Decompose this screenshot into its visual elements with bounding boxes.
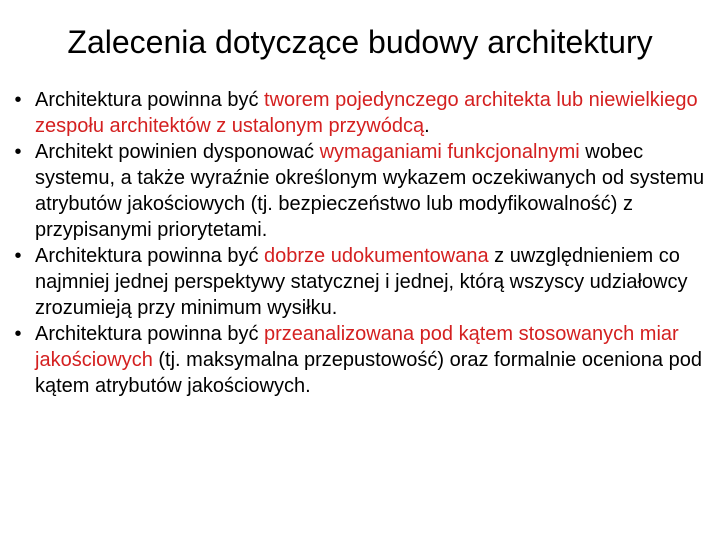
bullet-text: Architektura powinna być — [35, 323, 265, 345]
slide-title: Zalecenia dotyczące budowy architektury — [67, 24, 653, 60]
bullet-highlight: przeanalizowana pod kątem stosowanych miar jakościowych — [35, 323, 679, 371]
bullet-text: Architekt powinien dysponować — [35, 141, 320, 163]
bullet-text-end: . — [424, 115, 430, 137]
bullet-text: Architektura powinna być — [35, 245, 265, 267]
bullet-item — [8, 243, 708, 321]
bullet-item — [8, 139, 708, 243]
bullet-text-end: (tj. maksymalna przepustowość) oraz formalnie oceniona pod kątem atrybutów jakościowych. — [35, 349, 702, 397]
bullet-icon: • — [14, 245, 22, 267]
bullet-icon: • — [14, 89, 22, 111]
bullet-item — [8, 321, 708, 399]
bullet-icon: • — [14, 141, 22, 163]
bullet-icon: • — [14, 323, 22, 345]
bullet-highlight: wymaganiami funkcjonalnymi — [319, 141, 580, 163]
bullet-text-end: z uwzględnieniem co najmniej jednej perspektywy statycznej i jednej, którą wszyscy udziałowcy zrozumieją przy minimum wysiłku. — [35, 245, 688, 319]
bullet-highlight: dobrze udokumentowana — [264, 245, 489, 267]
bullet-highlight: tworem pojedynczego architekta lub niewielkiego zespołu architektów z ustalonym przywódcą — [35, 89, 698, 137]
bullet-text: Architektura powinna być — [35, 89, 265, 111]
bullet-text-end: wobec systemu, a także wyraźnie określonym wykazem oczekiwanych od systemu atrybutów jakościowych (tj. bezpieczeństwo lub modyfikowalność) z przypisanymi priorytetami. — [35, 141, 705, 241]
bullet-item — [8, 87, 708, 139]
bullet-list — [8, 87, 708, 399]
